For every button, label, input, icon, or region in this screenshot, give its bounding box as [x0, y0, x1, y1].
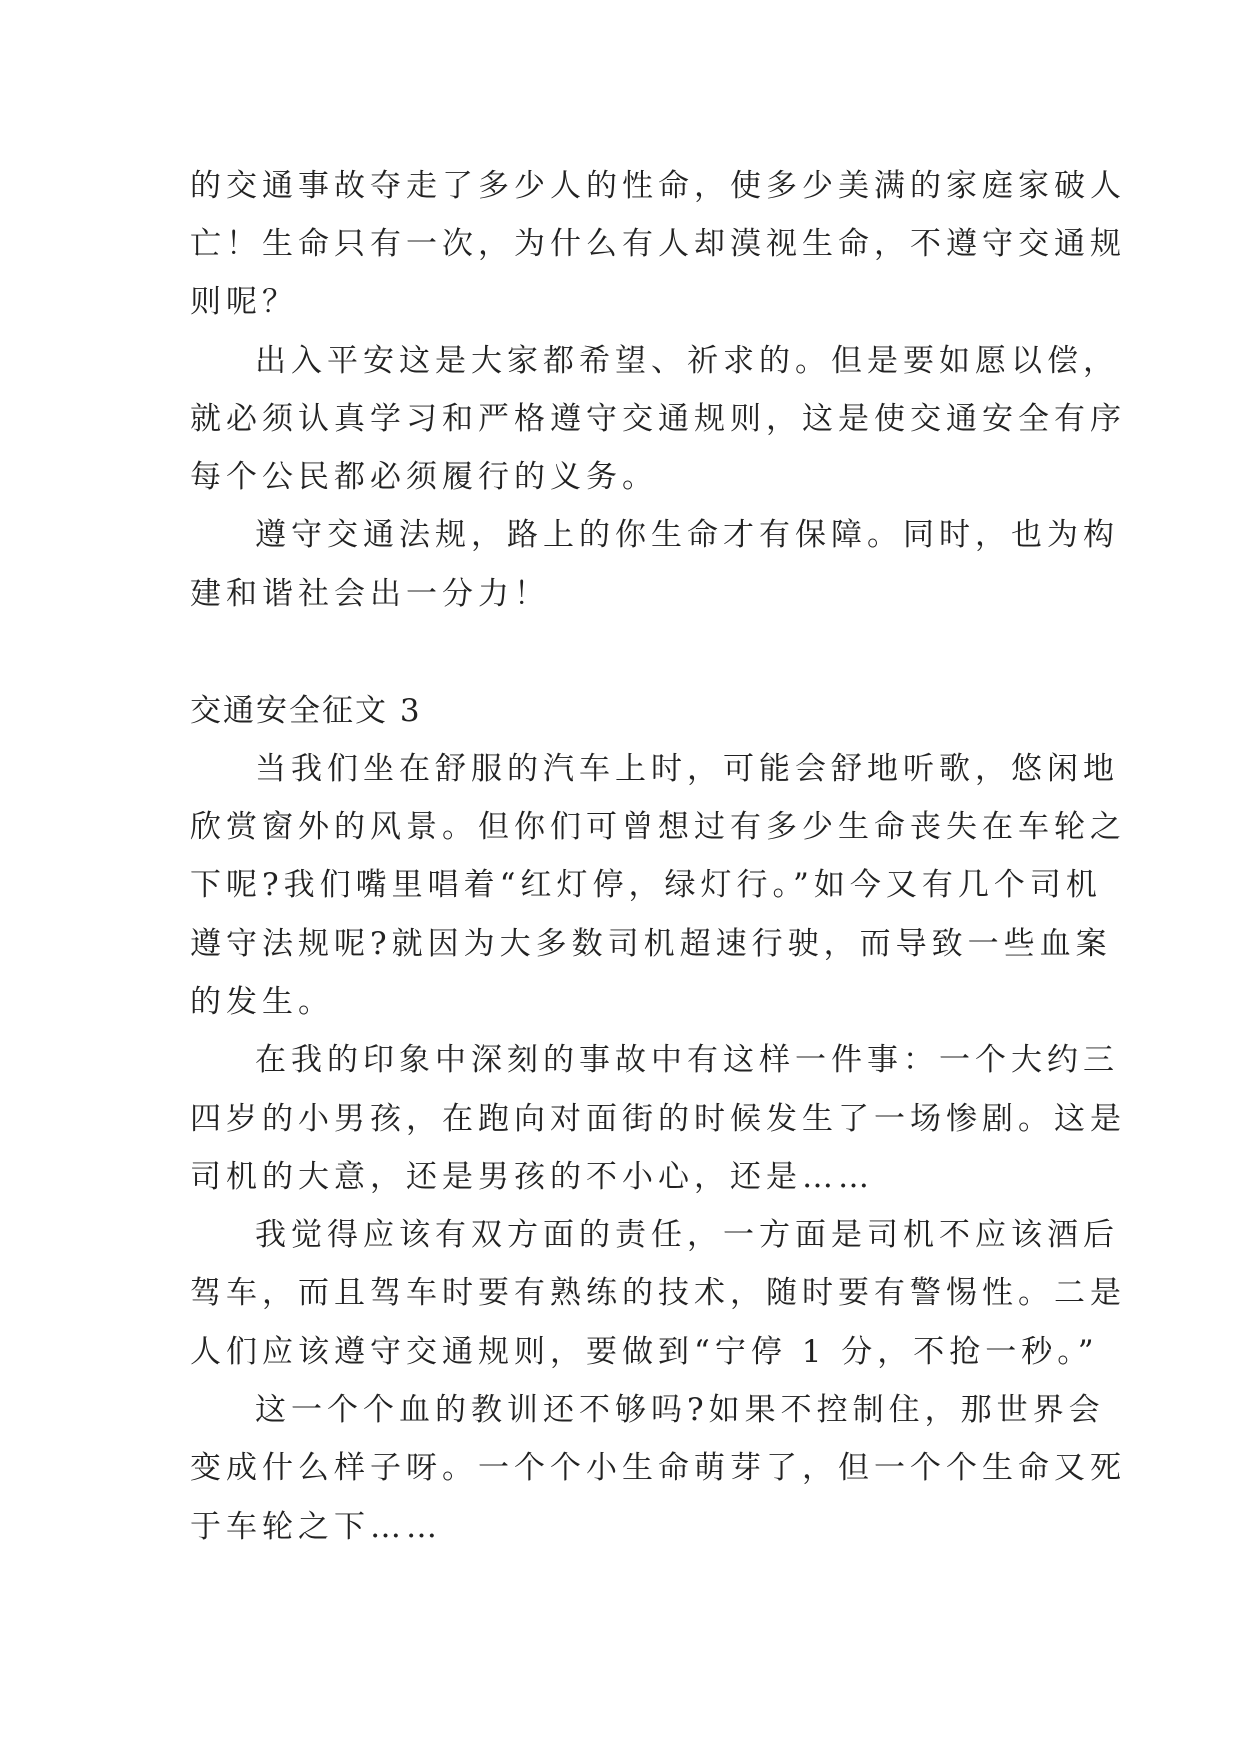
text-line: 于车轮之下…… [190, 1509, 442, 1545]
text-line: 在我的印象中深刻的事故中有这样一件事：一个大约三 [255, 1042, 1119, 1078]
text-line: 人们应该遵守交通规则，要做到“宁停 1 分，不抢一秒。” [190, 1334, 1099, 1370]
section-heading: 交通安全征文 3 [190, 693, 422, 729]
text-line: 司机的大意，还是男孩的不小心，还是…… [190, 1159, 874, 1195]
text-line: 这一个个血的教训还不够吗?如果不控制住，那世界会 [255, 1392, 1105, 1428]
text-line: 四岁的小男孩，在跑向对面街的时候发生了一场惨剧。这是 [190, 1101, 1126, 1137]
text-line: 下呢?我们嘴里唱着“红灯停，绿灯行。”如今又有几个司机 [190, 867, 1102, 903]
text-line: 亡！生命只有一次，为什么有人却漠视生命，不遵守交通规 [190, 226, 1126, 262]
text-line: 则呢？ [190, 284, 298, 320]
text-line: 建和谐社会出一分力！ [190, 576, 550, 612]
text-line: 当我们坐在舒服的汽车上时，可能会舒地听歌，悠闲地 [255, 751, 1119, 787]
text-line: 驾车，而且驾车时要有熟练的技术，随时要有警惕性。二是 [190, 1275, 1126, 1311]
text-line: 欣赏窗外的风景。但你们可曾想过有多少生命丧失在车轮之 [190, 809, 1126, 845]
text-line: 变成什么样子呀。一个个小生命萌芽了，但一个个生命又死 [190, 1450, 1126, 1486]
text-line: 的交通事故夺走了多少人的性命，使多少美满的家庭家破人 [190, 168, 1126, 204]
text-line: 出入平安这是大家都希望、祈求的。但是要如愿以偿， [255, 343, 1119, 379]
text-line: 就必须认真学习和严格遵守交通规则，这是使交通安全有序 [190, 401, 1126, 437]
text-line: 遵守法规呢?就因为大多数司机超速行驶，而导致一些血案 [190, 926, 1112, 962]
text-line: 遵守交通法规，路上的你生命才有保障。同时，也为构 [255, 517, 1119, 553]
text-line: 我觉得应该有双方面的责任，一方面是司机不应该酒后 [255, 1217, 1119, 1253]
text-line: 的发生。 [190, 984, 334, 1020]
text-line: 每个公民都必须履行的义务。 [190, 459, 658, 495]
